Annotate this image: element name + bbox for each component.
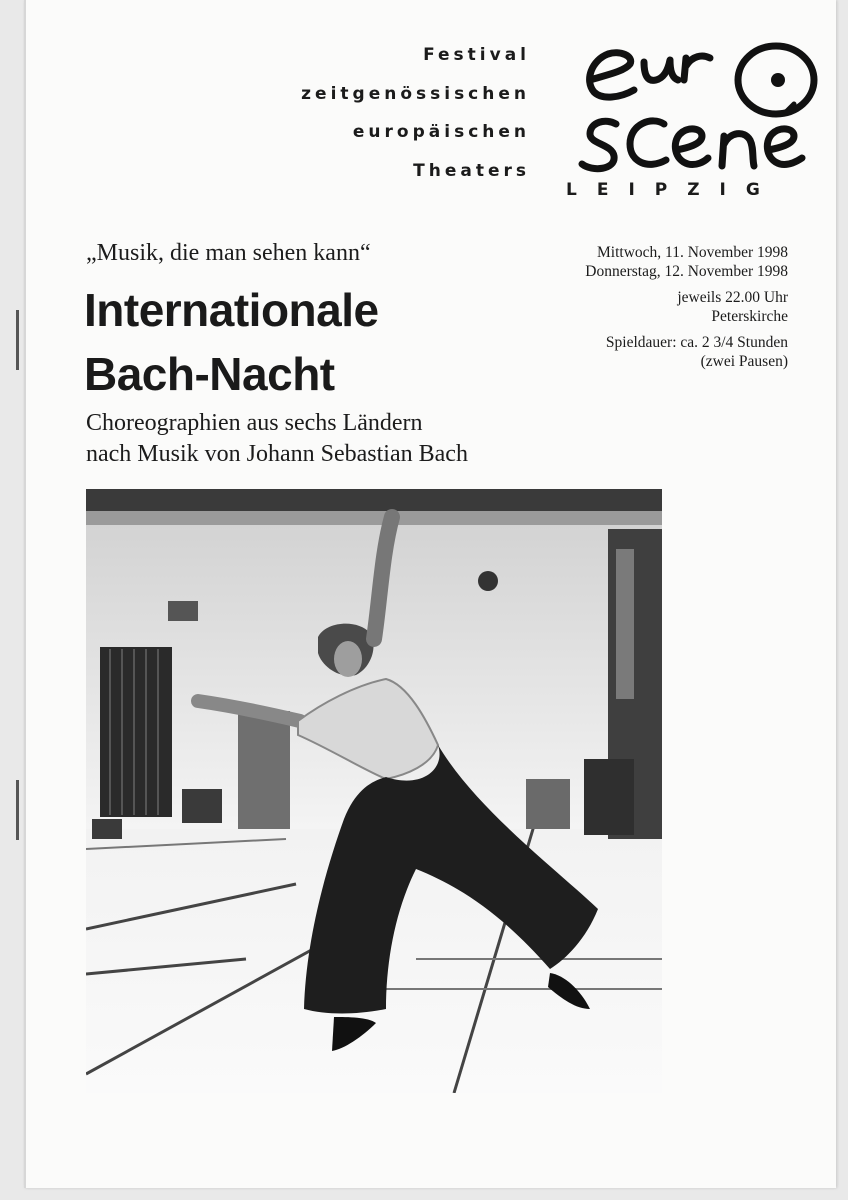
event-info xyxy=(528,244,788,371)
title-line-1: Internationale xyxy=(84,284,379,336)
page-edge xyxy=(24,0,26,1188)
program-page xyxy=(24,0,836,1188)
page-title xyxy=(84,278,379,406)
binding-mark-bottom xyxy=(16,780,19,840)
subtitle-line-1: Choreographien aus sechs Ländern xyxy=(86,410,423,436)
subtitle-line-2: nach Musik von Johann Sebastian Bach xyxy=(86,441,468,467)
subtitle xyxy=(86,408,468,470)
event-venue: Peterskirche xyxy=(711,307,788,325)
festival-line-2: zeitgenössischen xyxy=(301,83,530,104)
festival-line-1: Festival xyxy=(423,45,530,65)
event-date-1: Mittwoch, 11. November 1998 xyxy=(597,244,788,261)
title-line-2: Bach-Nacht xyxy=(84,348,335,400)
dancer-photo xyxy=(86,489,662,1093)
event-time: jeweils 22.00 Uhr xyxy=(677,289,788,306)
event-duration: Spieldauer: ca. 2 3/4 Stunden xyxy=(605,334,788,351)
event-pauses: (zwei Pausen) xyxy=(700,352,788,370)
festival-line-3: europäischen xyxy=(352,122,530,142)
festival-line-4: Theaters xyxy=(413,160,530,181)
festival-name xyxy=(301,36,530,190)
event-date-2: Donnerstag, 12. November 1998 xyxy=(585,262,788,280)
tagline-quote: „Musik, die man sehen kann“ xyxy=(86,240,371,266)
binding-mark-top xyxy=(16,310,19,370)
logo-city: LEIPZIG xyxy=(566,180,780,200)
